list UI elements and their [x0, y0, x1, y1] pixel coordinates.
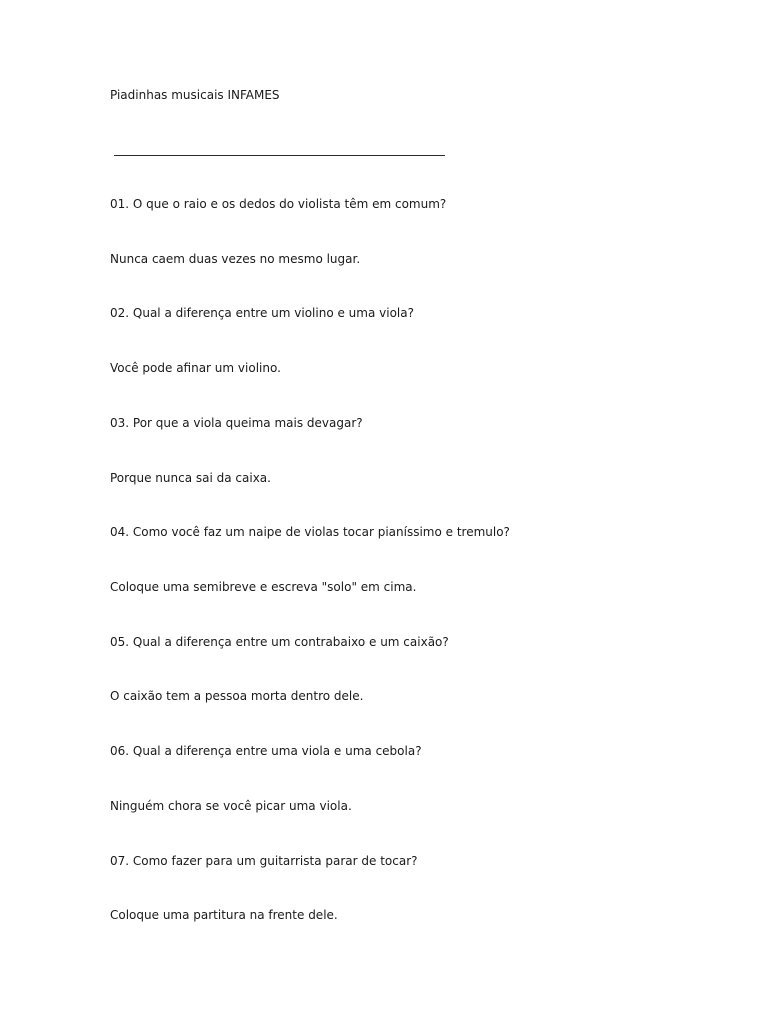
document-title: Piadinhas musicais INFAMES	[110, 88, 280, 102]
answer-05: O caixão tem a pessoa morta dentro dele.	[110, 689, 364, 703]
answer-07: Coloque uma partitura na frente dele.	[110, 908, 338, 922]
answer-03: Porque nunca sai da caixa.	[110, 471, 271, 485]
question-06: 06. Qual a diferença entre uma viola e uma cebola?	[110, 744, 422, 758]
answer-02: Você pode afinar um violino.	[110, 361, 281, 375]
question-01: 01. O que o raio e os dedos do violista têm em comum?	[110, 197, 447, 211]
question-02: 02. Qual a diferença entre um violino e uma viola?	[110, 306, 414, 320]
question-03: 03. Por que a viola queima mais devagar?	[110, 416, 363, 430]
answer-01: Nunca caem duas vezes no mesmo lugar.	[110, 252, 361, 266]
answer-06: Ninguém chora se você picar uma viola.	[110, 799, 352, 813]
separator-line	[114, 155, 445, 156]
question-04: 04. Como você faz um naipe de violas tocar pianíssimo e tremulo?	[110, 525, 510, 539]
question-05: 05. Qual a diferença entre um contrabaixo e um caixão?	[110, 635, 449, 649]
answer-04: Coloque uma semibreve e escreva "solo" em cima.	[110, 580, 417, 594]
question-07: 07. Como fazer para um guitarrista parar de tocar?	[110, 854, 418, 868]
